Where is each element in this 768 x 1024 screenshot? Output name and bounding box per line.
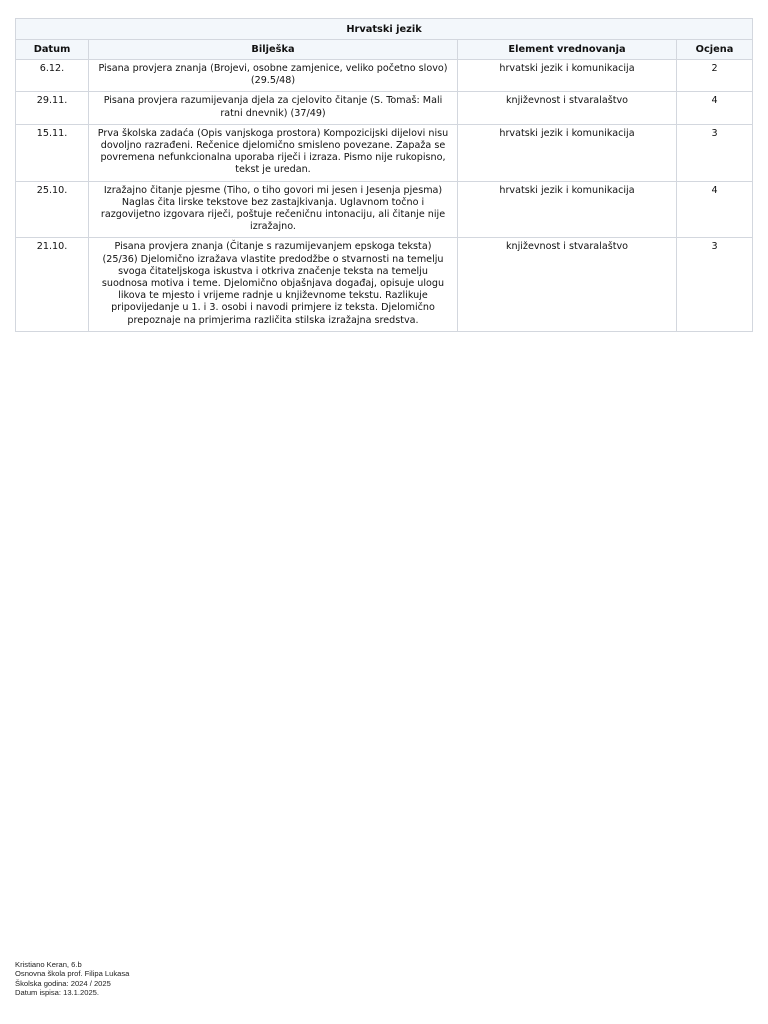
row-date: 25.10. xyxy=(16,181,89,238)
row-note: Pisana provjera znanja (Brojevi, osobne zamjenice, veliko početno slovo) (29.5/48) xyxy=(89,60,458,92)
row-element: književnost i stvaralaštvo xyxy=(458,92,677,124)
row-element: hrvatski jezik i komunikacija xyxy=(458,181,677,238)
row-note: Pisana provjera razumijevanja djela za cjelovito čitanje (S. Tomaš: Mali ratni dnevnik) (37/49) xyxy=(89,92,458,124)
table-row xyxy=(16,60,753,92)
header-note: Bilješka xyxy=(89,40,458,60)
row-date: 21.10. xyxy=(16,238,89,331)
header-element: Element vrednovanja xyxy=(458,40,677,60)
row-grade: 2 xyxy=(677,60,753,92)
row-note: Pisana provjera znanja (Čitanje s razumijevanjem epskoga teksta) (25/36) Djelomično izražava vlastite predodžbe o stvarnosti na temelju svoga čitateljskoga iskustva i otkriva značenje teksta na temelju suodnosa motiva i teme. Djelomično objašnjava događaj, opisuje ulogu likova te mjesto i vrijeme radnje u književnome tekstu. Razlikuje pripovijedanje u 1. i 3. osobi i navodi primjere iz teksta. Djelomično prepoznaje na primjerima različita stilska izražajna sredstva. xyxy=(89,238,458,331)
table-header-row xyxy=(16,40,753,60)
header-date: Datum xyxy=(16,40,89,60)
row-grade: 4 xyxy=(677,92,753,124)
table-title-row xyxy=(16,19,753,40)
school-name: Osnovna škola prof. Filipa Lukasa xyxy=(15,969,130,979)
table-row xyxy=(16,238,753,331)
row-note: Izražajno čitanje pjesme (Tiho, o tiho govori mi jesen i Jesenja pjesma) Naglas čita lirske tekstove bez zastajkivanja. Uglavnom točno i razgovijetno izgovara riječi, poštuje rečeničnu intonaciju, ali čitanje nije izražajno. xyxy=(89,181,458,238)
row-element: hrvatski jezik i komunikacija xyxy=(458,124,677,181)
row-grade: 3 xyxy=(677,124,753,181)
school-year: Školska godina: 2024 / 2025 xyxy=(15,978,111,988)
student-name: Kristiano Keran, 6.b xyxy=(15,960,82,969)
table-row xyxy=(16,124,753,181)
row-grade: 3 xyxy=(677,238,753,331)
row-grade: 4 xyxy=(677,181,753,238)
row-date: 15.11. xyxy=(16,124,89,181)
page-footer xyxy=(15,960,129,998)
row-note: Prva školska zadaća (Opis vanjskoga prostora) Kompozicijski dijelovi nisu dovoljno razrađeni. Rečenice djelomično smisleno povezane. Zapaža se povremena nefunkcionalna uporaba riječi i izraza. Pismo nije rukopisno, tekst je uredan. xyxy=(89,124,458,181)
row-date: 6.12. xyxy=(16,60,89,92)
table-row xyxy=(16,181,753,238)
row-element: hrvatski jezik i komunikacija xyxy=(458,60,677,92)
header-grade: Ocjena xyxy=(677,40,753,60)
row-element: književnost i stvaralaštvo xyxy=(458,238,677,331)
table-row xyxy=(16,92,753,124)
row-date: 29.11. xyxy=(16,92,89,124)
print-date: Datum ispisa: 13.1.2025. xyxy=(15,988,100,998)
subject-title: Hrvatski jezik xyxy=(16,19,753,40)
grades-table xyxy=(15,18,753,332)
